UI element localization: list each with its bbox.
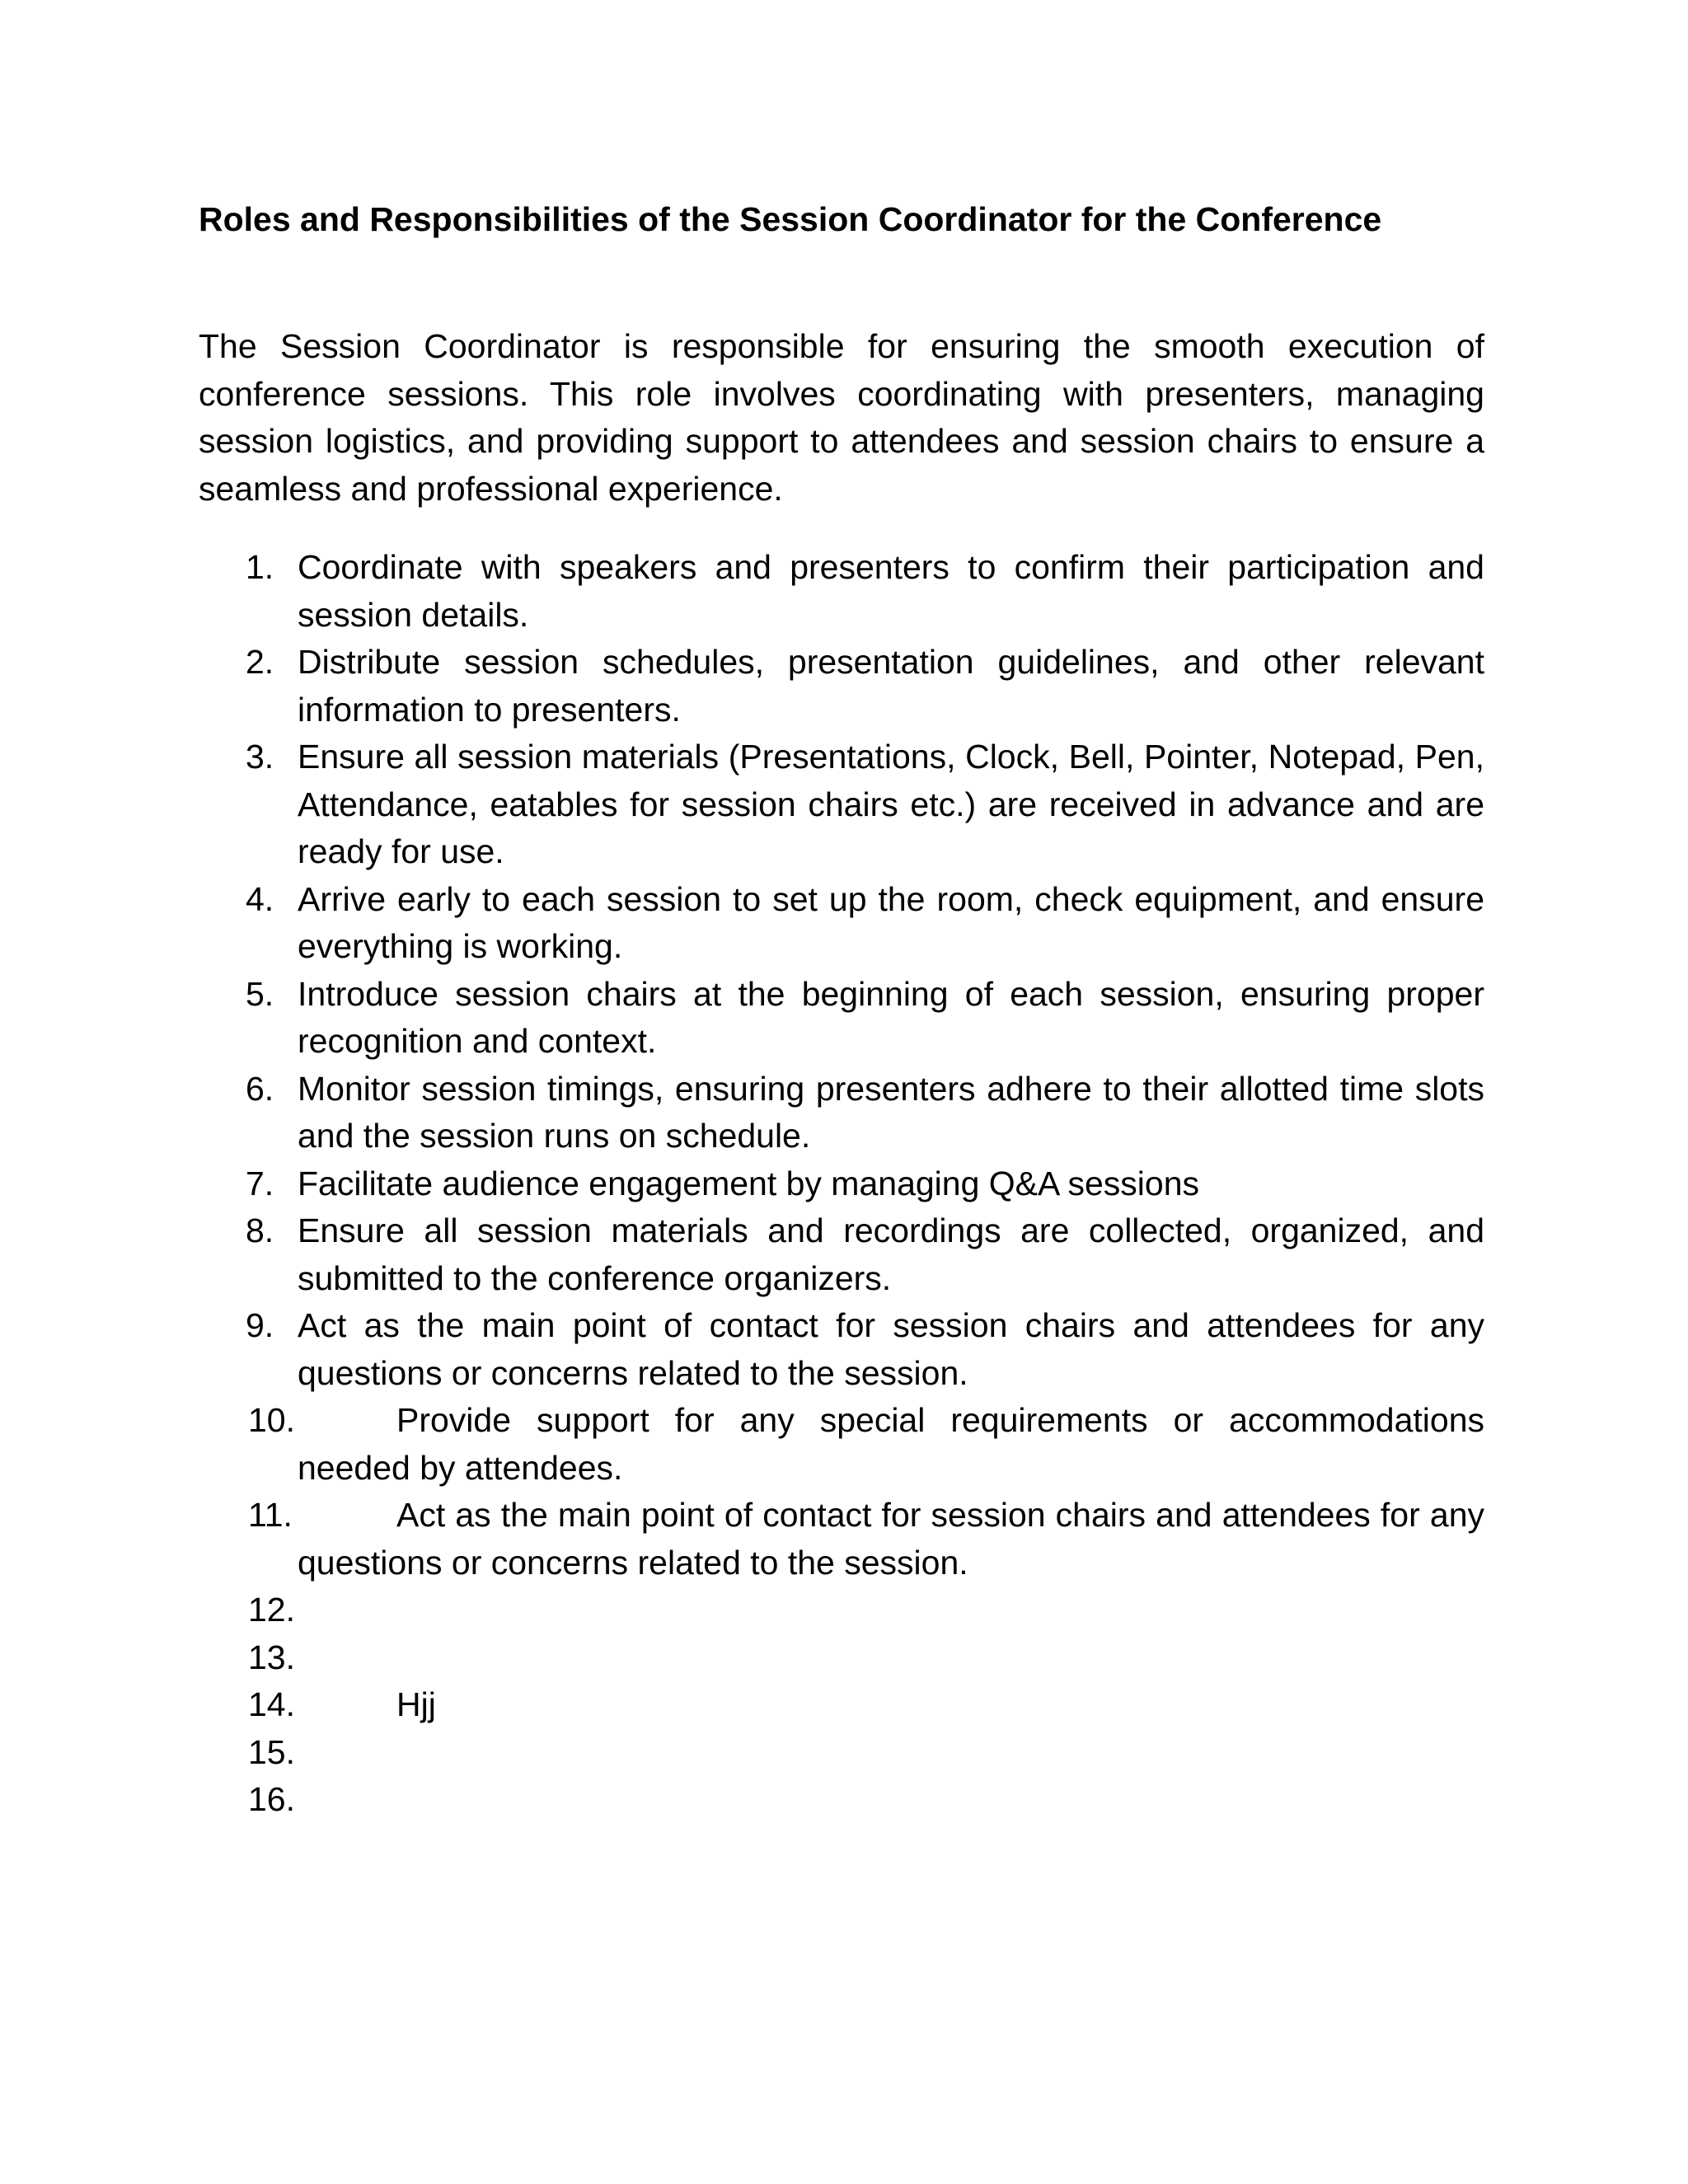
document-title: Roles and Responsibilities of the Session Coordinator for the Conference bbox=[199, 200, 1382, 238]
list-item-number: 7. bbox=[246, 1164, 274, 1202]
list-item bbox=[0, 1302, 1688, 1397]
list-item-text: Hjj bbox=[396, 1685, 436, 1723]
list-item-text: Introduce session chairs at the beginning of each session, ensuring proper recognition and context. bbox=[298, 974, 1484, 1060]
list-item-number: 2. bbox=[246, 643, 274, 681]
list-item bbox=[0, 1634, 1688, 1682]
list-item-number: 14. bbox=[248, 1685, 295, 1723]
list-item-text: Ensure all session materials and recordings are collected, organized, and submitted to the conference organizers. bbox=[298, 1212, 1484, 1297]
list-item-number: 6. bbox=[246, 1069, 274, 1108]
list-item-text: Distribute session schedules, presentation guidelines, and other relevant information to presenters. bbox=[298, 643, 1484, 729]
list-item-number: 10. bbox=[248, 1401, 295, 1439]
list-item bbox=[0, 876, 1688, 971]
list-item bbox=[0, 1160, 1688, 1208]
list-item bbox=[0, 639, 1688, 733]
list-item-text: Monitor session timings, ensuring presenters adhere to their allotted time slots and the session runs on schedule. bbox=[298, 1069, 1484, 1155]
list-item-text: Act as the main point of contact for session chairs and attendees for any questions or concerns related to the session. bbox=[298, 1496, 1484, 1582]
responsibilities-list bbox=[0, 544, 1688, 1824]
list-item-number: 9. bbox=[246, 1306, 274, 1344]
list-item-number: 1. bbox=[246, 548, 274, 586]
list-item-number: 15. bbox=[248, 1732, 295, 1771]
list-item-text bbox=[298, 1729, 1484, 1777]
list-item-text bbox=[298, 1586, 1484, 1634]
list-item-text: Provide support for any special requirements or accommodations needed by attendees. bbox=[298, 1401, 1484, 1487]
list-item-number: 12. bbox=[248, 1591, 295, 1629]
list-item-number: 4. bbox=[246, 879, 274, 918]
list-item bbox=[0, 1492, 1688, 1586]
list-item-number: 5. bbox=[246, 974, 274, 1013]
intro-paragraph: The Session Coordinator is responsible for ensuring the smooth execution of conference sessions. This role involves coordinating with presenters, managing session logistics, and providing support to attendees and session chairs to ensure a seamless and professional experience. bbox=[199, 327, 1484, 508]
list-item bbox=[0, 1066, 1688, 1160]
list-item-number: 16. bbox=[248, 1780, 295, 1818]
list-item bbox=[0, 544, 1688, 639]
list-item-number: 8. bbox=[246, 1212, 274, 1249]
list-item-text: Ensure all session materials (Presentations, Clock, Bell, Pointer, Notepad, Pen, Attendance, eatables for session chairs etc.) are received in advance and are ready for use. bbox=[298, 738, 1484, 870]
list-item-text: Facilitate audience engagement by managing Q&A sessions bbox=[298, 1164, 1200, 1202]
list-item-text: Coordinate with speakers and presenters to confirm their participation and session details. bbox=[298, 548, 1484, 634]
list-item bbox=[0, 1586, 1688, 1634]
list-item bbox=[0, 1776, 1688, 1824]
list-item-text bbox=[298, 1634, 1484, 1682]
list-item-text: Act as the main point of contact for session chairs and attendees for any questions or concerns related to the session. bbox=[298, 1306, 1484, 1392]
list-item-number: 11. bbox=[248, 1496, 293, 1534]
list-item bbox=[0, 1729, 1688, 1777]
list-item-text: Arrive early to each session to set up the room, check equipment, and ensure everything is working. bbox=[298, 879, 1484, 965]
list-item-text bbox=[298, 1776, 1484, 1824]
list-item bbox=[0, 1207, 1688, 1302]
list-item-number: 3. bbox=[246, 738, 274, 776]
list-item bbox=[0, 1681, 1688, 1729]
list-item bbox=[0, 971, 1688, 1066]
list-item bbox=[0, 733, 1688, 876]
list-item bbox=[0, 1397, 1688, 1492]
list-item-number: 13. bbox=[248, 1638, 295, 1676]
